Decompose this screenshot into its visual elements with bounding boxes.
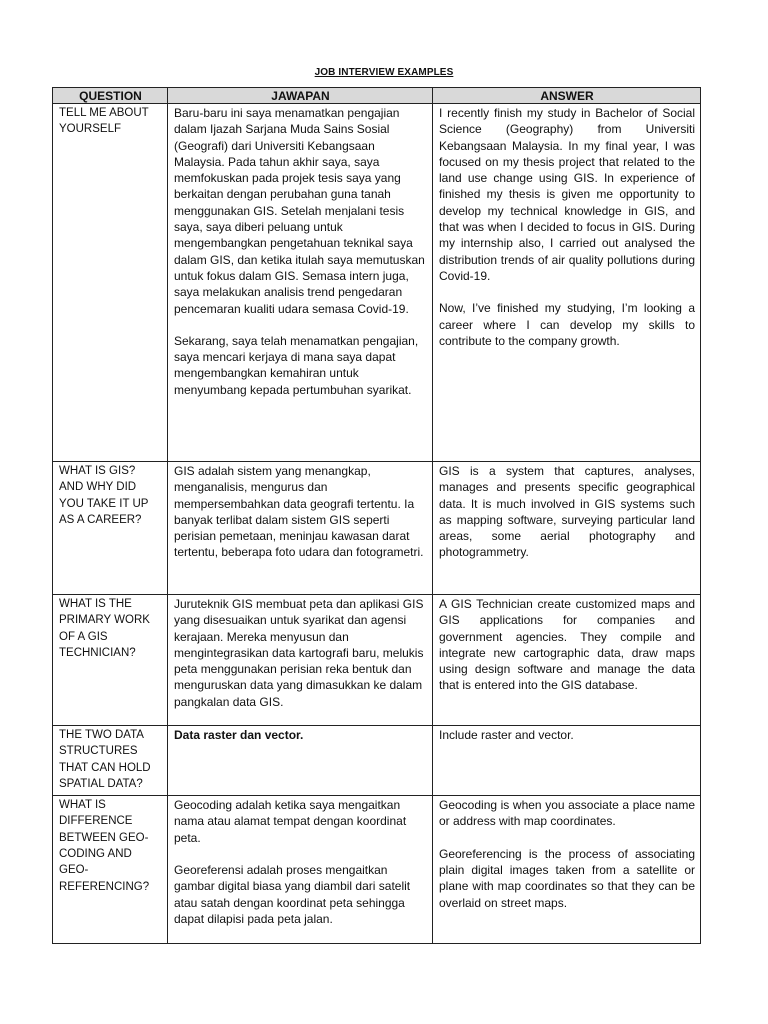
table-row xyxy=(53,726,701,796)
jawapan-cell xyxy=(168,462,433,595)
table-header-row xyxy=(53,88,701,104)
answer-paragraph: Now, I’ve finished my studying, I’m looking a career where I can develop my skills to contribute to the company growth. xyxy=(439,301,695,348)
jawapan-paragraph: GIS adalah sistem yang menangkap, menganalisis, mengurus dan mempersembahkan data geografi tertentu. Ia banyak terlibat dalam sistem GIS seperti perisian pemetaan, meninjau kawasan darat tertentu, beberapa foto udara dan fotogrametri. xyxy=(174,464,424,560)
answer-paragraph: Georeferencing is the process of associating plain digital images taken from a satellite or plane with map coordinates so that they can be overlaid on street maps. xyxy=(439,846,695,910)
question-cell xyxy=(53,462,168,595)
question-cell xyxy=(53,726,168,796)
question-text: THE TWO DATA STRUCTURES THAT CAN HOLD SPATIAL DATA? xyxy=(59,729,151,790)
jawapan-paragraph: Geocoding adalah ketika saya mengaitkan nama atau alamat tempat dengan koordinat peta. xyxy=(174,798,407,845)
jawapan-cell xyxy=(168,595,433,726)
answer-cell xyxy=(433,726,701,796)
answer-paragraph: Geocoding is when you associate a place name or address with map coordinates. xyxy=(439,798,695,829)
jawapan-paragraph: Georeferensi adalah proses mengaitkan gambar digital biasa yang diambil dari satelit atau satah dengan koordinat peta sehingga dapat dilapisi pada peta jalan. xyxy=(174,863,411,926)
jawapan-column-header: JAWAPAN xyxy=(168,88,433,104)
question-column-header: QUESTION xyxy=(53,88,168,104)
question-cell xyxy=(53,796,168,944)
jawapan-paragraph: Data raster dan vector. xyxy=(174,728,304,742)
answer-cell xyxy=(433,796,701,944)
jawapan-paragraph: Juruteknik GIS membuat peta dan aplikasi GIS yang disesuaikan untuk syarikat dan agensi kerajaan. Mereka menyusun dan mengintegrasikan data kartografi baru, melukis peta menggunakan perisian reka bentuk dan menguruskan data yang dimasukkan ke dalam pangkalan data GIS. xyxy=(174,597,424,709)
interview-table xyxy=(52,87,701,944)
question-text: WHAT IS DIFFERENCE BETWEEN GEO-CODING AND GEO-REFERENCING? xyxy=(59,799,150,893)
answer-cell xyxy=(433,104,701,462)
table-row xyxy=(53,462,701,595)
table-row xyxy=(53,796,701,944)
answer-paragraph: GIS is a system that captures, analyses, manages and presents specific geographical data. It is much involved in GIS systems such as mapping software, surveying particular land areas, some aerial photography and photogrammetry. xyxy=(439,464,695,560)
answer-paragraph: A GIS Technician create customized maps and GIS applications for companies and government agencies. They compile and integrate new cartographic data, draw maps using design software and manage the data that is entered into the GIS database. xyxy=(439,597,695,693)
table-row xyxy=(53,104,701,462)
jawapan-cell xyxy=(168,104,433,462)
question-text: WHAT IS THE PRIMARY WORK OF A GIS TECHNICIAN? xyxy=(59,598,150,659)
answer-cell xyxy=(433,462,701,595)
answer-paragraph: I recently finish my study in Bachelor of Social Science (Geography) from Universiti Kebangsaan Malaysia. In my final year, I was focused on my thesis project that related to the land use change using GIS. In experience of finished my thesis is given me opportunity to develop my technical knowledge in GIS, and that was when I decided to focus in GIS. During my internship also, I carried out analysed the distribution trends of air quality pollutions during Covid-19. xyxy=(439,106,695,283)
question-cell xyxy=(53,104,168,462)
page-title: JOB INTERVIEW EXAMPLES xyxy=(314,67,454,78)
question-text: WHAT IS GIS? AND WHY DID YOU TAKE IT UP AS A CAREER? xyxy=(59,465,149,526)
table-row xyxy=(53,595,701,726)
jawapan-paragraph: Sekarang, saya telah menamatkan pengajian, saya mencari kerjaya di mana saya dapat mengembangkan kemahiran untuk menyumbang kepada pertumbuhan syarikat. xyxy=(174,333,419,397)
question-text: TELL ME ABOUT YOURSELF xyxy=(59,107,149,136)
answer-cell xyxy=(433,595,701,726)
question-cell xyxy=(53,595,168,726)
jawapan-cell xyxy=(168,726,433,796)
answer-column-header: ANSWER xyxy=(433,88,701,104)
answer-paragraph: Include raster and vector. xyxy=(439,728,574,742)
jawapan-cell xyxy=(168,796,433,944)
jawapan-paragraph: Baru-baru ini saya menamatkan pengajian dalam Ijazah Sarjana Muda Sains Sosial (Geografi) dari Universiti Kebangsaan Malaysia. Pada tahun akhir saya, saya memfokuskan pada projek tesis saya yang berkaitan dengan perubahan guna tanah menggunakan GIS. Setelah menjalani tesis saya, saya diberi peluang untuk mengembangkan pengetahuan teknikal saya dalam GIS, dan ketika itulah saya memutuskan untuk fokus dalam GIS. Semasa intern juga, saya melakukan analisis trend pengedaran pencemaran kualiti udara semasa Covid-19. xyxy=(174,106,425,316)
